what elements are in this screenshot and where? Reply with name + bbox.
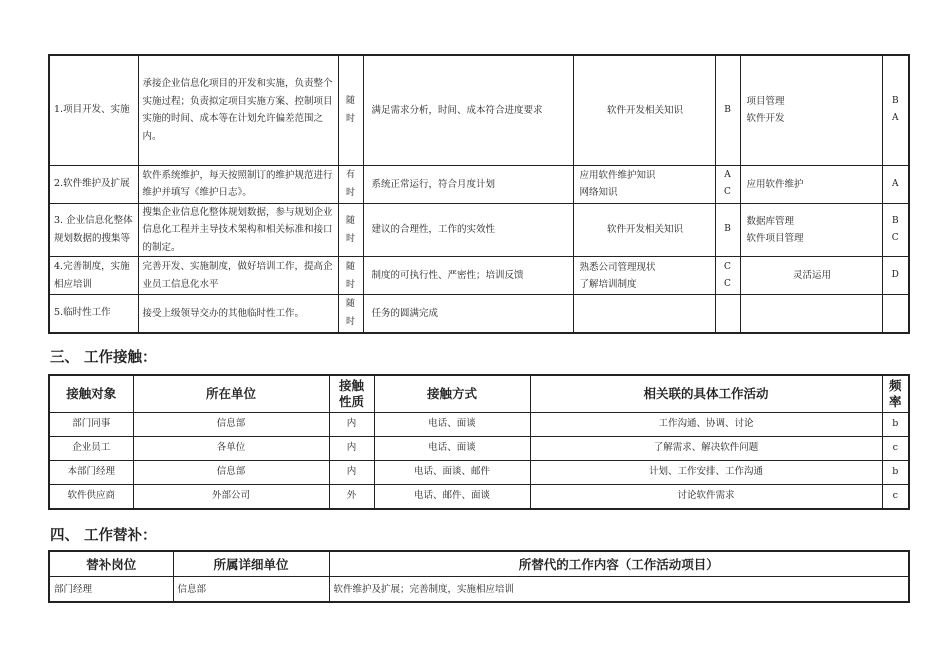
substitute-table xyxy=(48,550,910,603)
duty-name: 3. 企业信息化整体规划数据的搜集等 xyxy=(49,203,138,257)
contact-freq: c xyxy=(882,484,909,509)
contact-target: 本部门经理 xyxy=(49,460,133,484)
duty-skills: 应用软件维护 xyxy=(740,165,882,203)
skill-level: B C xyxy=(882,203,909,257)
section-title-contact: 三、 工作接触： xyxy=(50,350,157,366)
col-freq: 频率 xyxy=(882,375,909,412)
contact-activity: 讨论软件需求 xyxy=(530,484,882,509)
contact-target: 软件供应商 xyxy=(49,484,133,509)
contact-table xyxy=(48,374,910,510)
duty-row xyxy=(49,203,909,257)
duty-detail: 软件系统维护，每天按照制订的维护规范进行维护并填写《维护日志》。 xyxy=(138,165,338,203)
contact-target: 企业员工 xyxy=(49,436,133,460)
col-post: 替补岗位 xyxy=(49,551,173,577)
duty-knowledge: 软件开发相关知识 xyxy=(573,203,715,257)
contact-row xyxy=(49,412,909,436)
duty-row xyxy=(49,55,909,165)
duty-skills: 灵活运用 xyxy=(740,257,882,295)
duty-name: 2.软件维护及扩展 xyxy=(49,165,138,203)
contact-unit: 信息部 xyxy=(133,460,329,484)
skill-level: A xyxy=(882,165,909,203)
contact-freq: b xyxy=(882,412,909,436)
contact-target: 部门同事 xyxy=(49,412,133,436)
duty-name: 1.项目开发、实施 xyxy=(49,55,138,165)
duty-detail: 完善开发、实施制度，做好培训工作，提高企业员工信息化水平 xyxy=(138,257,338,295)
substitute-post: 部门经理 xyxy=(49,577,173,603)
contact-activity: 了解需求、解决软件问题 xyxy=(530,436,882,460)
contact-method: 电话、面谈 xyxy=(374,412,530,436)
skill-level xyxy=(882,295,909,333)
contact-nature: 内 xyxy=(329,412,374,436)
duty-standard: 制度的可执行性、严密性；培训反馈 xyxy=(363,257,573,295)
contact-freq: b xyxy=(882,460,909,484)
skill-level: B A xyxy=(882,55,909,165)
duty-name: 4.完善制度，实施相应培训 xyxy=(49,257,138,295)
contact-method: 电话、面谈 xyxy=(374,436,530,460)
duty-frequency: 随时 xyxy=(338,295,363,333)
substitute-unit: 信息部 xyxy=(173,577,329,603)
contact-unit: 外部公司 xyxy=(133,484,329,509)
substitute-row xyxy=(49,577,909,603)
duty-detail: 搜集企业信息化整体规划数据，参与规划企业信息化工程并主导技术架构和相关标准和接口的制定。 xyxy=(138,203,338,257)
duty-skills: 数据库管理 软件项目管理 xyxy=(740,203,882,257)
duty-frequency: 有时 xyxy=(338,165,363,203)
col-activity: 相关联的具体工作活动 xyxy=(530,375,882,412)
duty-table xyxy=(48,54,910,334)
contact-nature: 内 xyxy=(329,460,374,484)
duty-row xyxy=(49,165,909,203)
duty-standard: 满足需求分析，时间、成本符合进度要求 xyxy=(363,55,573,165)
knowledge-level: A C xyxy=(715,165,740,203)
contact-method: 电话、面谈、邮件 xyxy=(374,460,530,484)
col-nature: 接触性质 xyxy=(329,375,374,412)
knowledge-level xyxy=(715,295,740,333)
duty-knowledge: 应用软件维护知识 网络知识 xyxy=(573,165,715,203)
contact-nature: 内 xyxy=(329,436,374,460)
duty-skills xyxy=(740,295,882,333)
col-target: 接触对象 xyxy=(49,375,133,412)
contact-activity: 工作沟通、协调、讨论 xyxy=(530,412,882,436)
duty-name: 5.临时性工作 xyxy=(49,295,138,333)
knowledge-level: C C xyxy=(715,257,740,295)
duty-skills: 项目管理 软件开发 xyxy=(740,55,882,165)
duty-knowledge: 熟悉公司管理现状 了解培训制度 xyxy=(573,257,715,295)
col-content: 所替代的工作内容（工作活动项目） xyxy=(329,551,909,577)
duty-frequency: 随时 xyxy=(338,203,363,257)
contact-row xyxy=(49,484,909,509)
duty-standard: 任务的圆满完成 xyxy=(363,295,573,333)
duty-frequency: 随时 xyxy=(338,257,363,295)
knowledge-level: B xyxy=(715,55,740,165)
skill-level: D xyxy=(882,257,909,295)
col-unit: 所在单位 xyxy=(133,375,329,412)
contact-nature: 外 xyxy=(329,484,374,509)
duty-row xyxy=(49,295,909,333)
duty-row xyxy=(49,257,909,295)
duty-knowledge: 软件开发相关知识 xyxy=(573,55,715,165)
substitute-content: 软件维护及扩展；完善制度，实施相应培训 xyxy=(329,577,909,603)
duty-detail: 接受上级领导交办的其他临时性工作。 xyxy=(138,295,338,333)
duty-standard: 系统正常运行，符合月度计划 xyxy=(363,165,573,203)
contact-unit: 信息部 xyxy=(133,412,329,436)
contact-activity: 计划、工作安排、工作沟通 xyxy=(530,460,882,484)
contact-method: 电话、邮件、面谈 xyxy=(374,484,530,509)
contact-freq: c xyxy=(882,436,909,460)
col-sub-unit: 所属详细单位 xyxy=(173,551,329,577)
duty-knowledge xyxy=(573,295,715,333)
contact-row xyxy=(49,436,909,460)
contact-row xyxy=(49,460,909,484)
knowledge-level: B xyxy=(715,203,740,257)
duty-detail: 承接企业信息化项目的开发和实施，负责整个实施过程；负责拟定项目实施方案、控制项目实施的时间、成本等在计划允许偏差范围之内。 xyxy=(138,55,338,165)
duty-frequency: 随时 xyxy=(338,55,363,165)
contact-unit: 各单位 xyxy=(133,436,329,460)
col-method: 接触方式 xyxy=(374,375,530,412)
section-title-substitute: 四、 工作替补： xyxy=(50,528,157,544)
duty-standard: 建议的合理性，工作的实效性 xyxy=(363,203,573,257)
